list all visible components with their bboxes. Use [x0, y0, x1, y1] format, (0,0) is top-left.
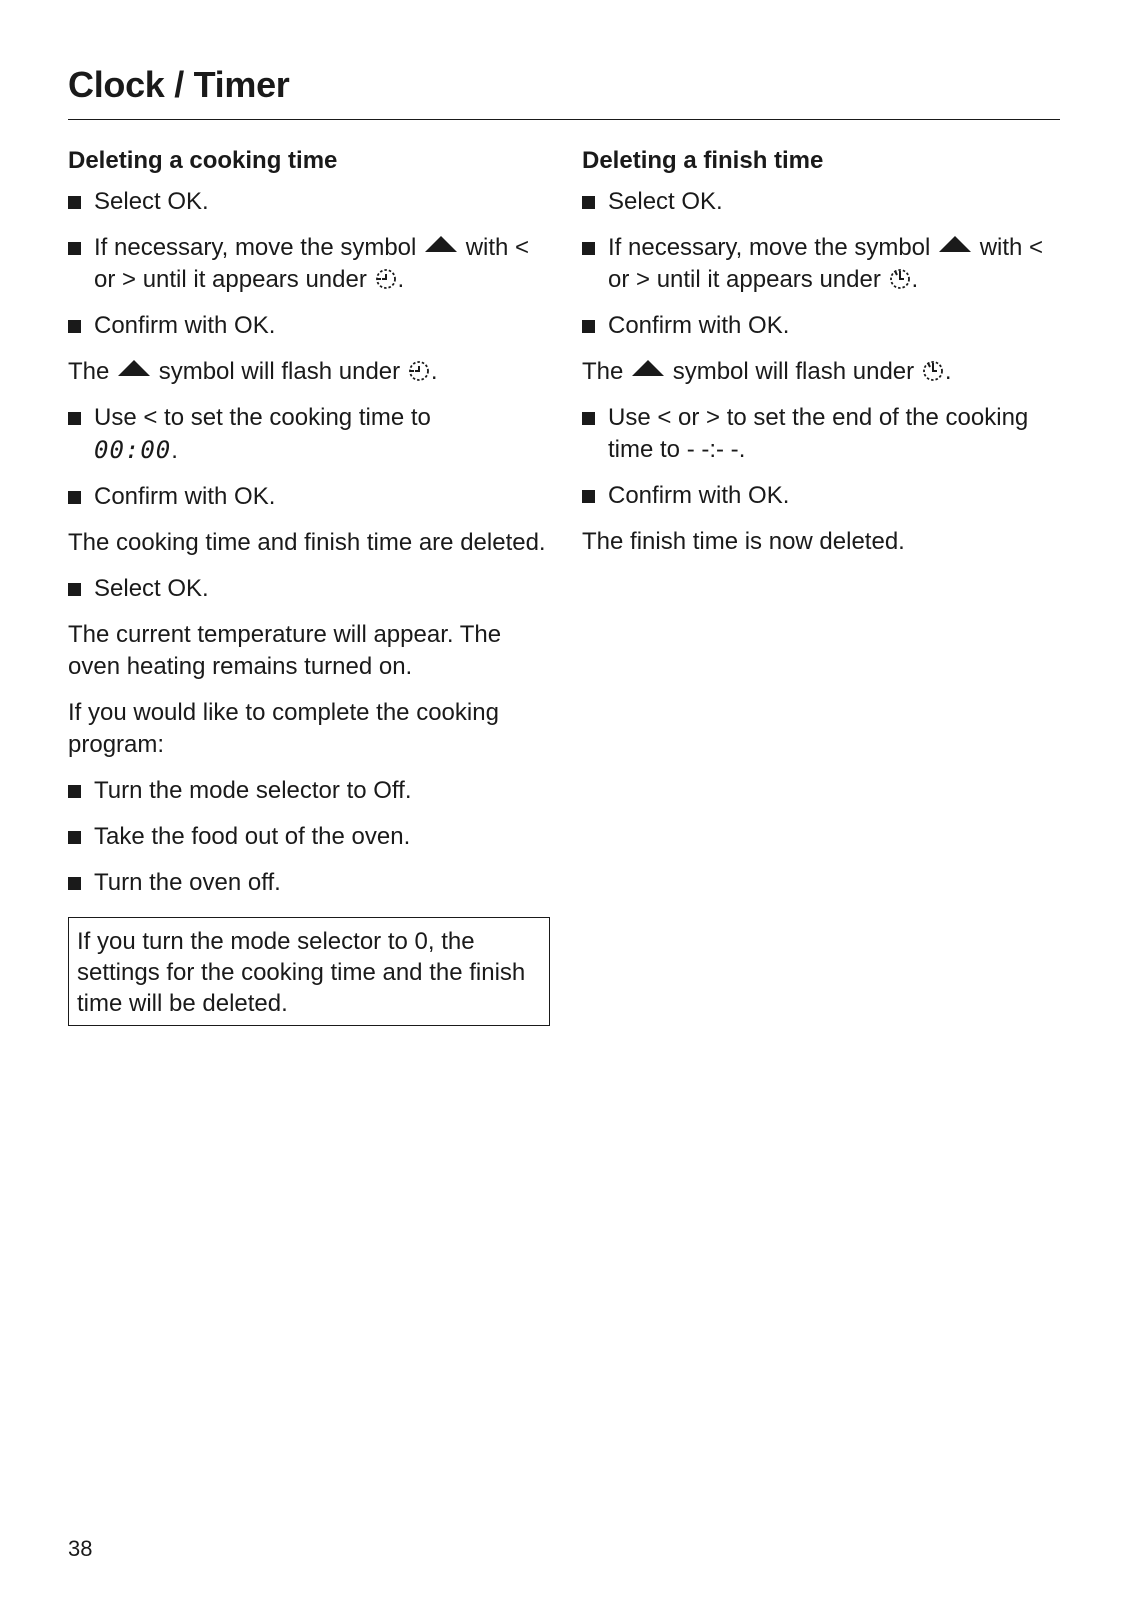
step-confirm-ok: Confirm with OK.: [582, 310, 1060, 342]
step-mode-selector-off: Turn the mode selector to Off.: [68, 775, 546, 807]
cooking-time-clock-icon: [374, 267, 398, 291]
step-take-food-out: Take the food out of the oven.: [68, 821, 546, 853]
step-move-symbol: If necessary, move the symbol with < or > until it appears under .: [68, 232, 546, 296]
column-finish-time: [582, 146, 1060, 572]
step-set-end-time: Use < or > to set the end of the cooking time to - -:- -.: [582, 402, 1060, 466]
bullet-square-icon: [582, 320, 595, 333]
step-set-cooking-time: Use < to set the cooking time to 00:00.: [68, 402, 546, 467]
bullet-square-icon: [68, 491, 81, 504]
finish-deleted-note: The finish time is now deleted.: [582, 528, 905, 555]
finish-time-clock-icon: [888, 267, 912, 291]
triangle-up-icon: [425, 236, 457, 252]
bullet-square-icon: [68, 583, 81, 596]
bullet-square-icon: [68, 320, 81, 333]
step-confirm-ok: Confirm with OK.: [68, 310, 546, 342]
step-confirm-ok: Confirm with OK.: [582, 480, 1060, 512]
bullet-square-icon: [68, 785, 81, 798]
bullet-square-icon: [68, 242, 81, 255]
bullet-square-icon: [68, 196, 81, 209]
bullet-square-icon: [68, 877, 81, 890]
display-value-dashes: - -:- -: [686, 436, 739, 463]
symbol-flash-note: The symbol will flash under .: [68, 358, 438, 385]
finish-time-clock-icon: [921, 359, 945, 383]
column-cooking-time: [68, 146, 546, 1026]
step-confirm-ok: Confirm with OK.: [68, 481, 546, 513]
temperature-note: The current temperature will appear. The oven heating remains turned on.: [68, 621, 502, 680]
bullet-square-icon: [582, 412, 595, 425]
deleted-note: The cooking time and finish time are deleted.: [68, 529, 546, 556]
step-select-ok: Select OK.: [68, 186, 546, 218]
symbol-flash-note: The symbol will flash under .: [582, 358, 952, 385]
title-divider: [68, 119, 1060, 120]
step-move-symbol: If necessary, move the symbol with < or > until it appears under .: [582, 232, 1060, 296]
triangle-up-icon: [118, 360, 150, 376]
page-title: Clock / Timer: [68, 64, 290, 105]
cooking-time-clock-icon: [407, 359, 431, 383]
page-number: 38: [68, 1536, 93, 1561]
bullet-square-icon: [582, 242, 595, 255]
bullet-square-icon: [68, 412, 81, 425]
section-heading-cooking-time: Deleting a cooking time: [68, 147, 338, 174]
info-note-box: If you turn the mode selector to 0, the settings for the cooking time and the finish time will be deleted.: [68, 917, 550, 1026]
complete-program-intro: If you would like to complete the cooking program:: [68, 699, 499, 758]
bullet-square-icon: [68, 831, 81, 844]
triangle-up-icon: [632, 360, 664, 376]
step-select-ok: Select OK.: [68, 573, 546, 605]
display-value-zero: 00:00: [94, 436, 172, 464]
step-select-ok: Select OK.: [582, 186, 1060, 218]
bullet-square-icon: [582, 490, 595, 503]
section-heading-finish-time: Deleting a finish time: [582, 147, 824, 174]
triangle-up-icon: [939, 236, 971, 252]
bullet-square-icon: [582, 196, 595, 209]
step-turn-oven-off: Turn the oven off.: [68, 867, 546, 899]
